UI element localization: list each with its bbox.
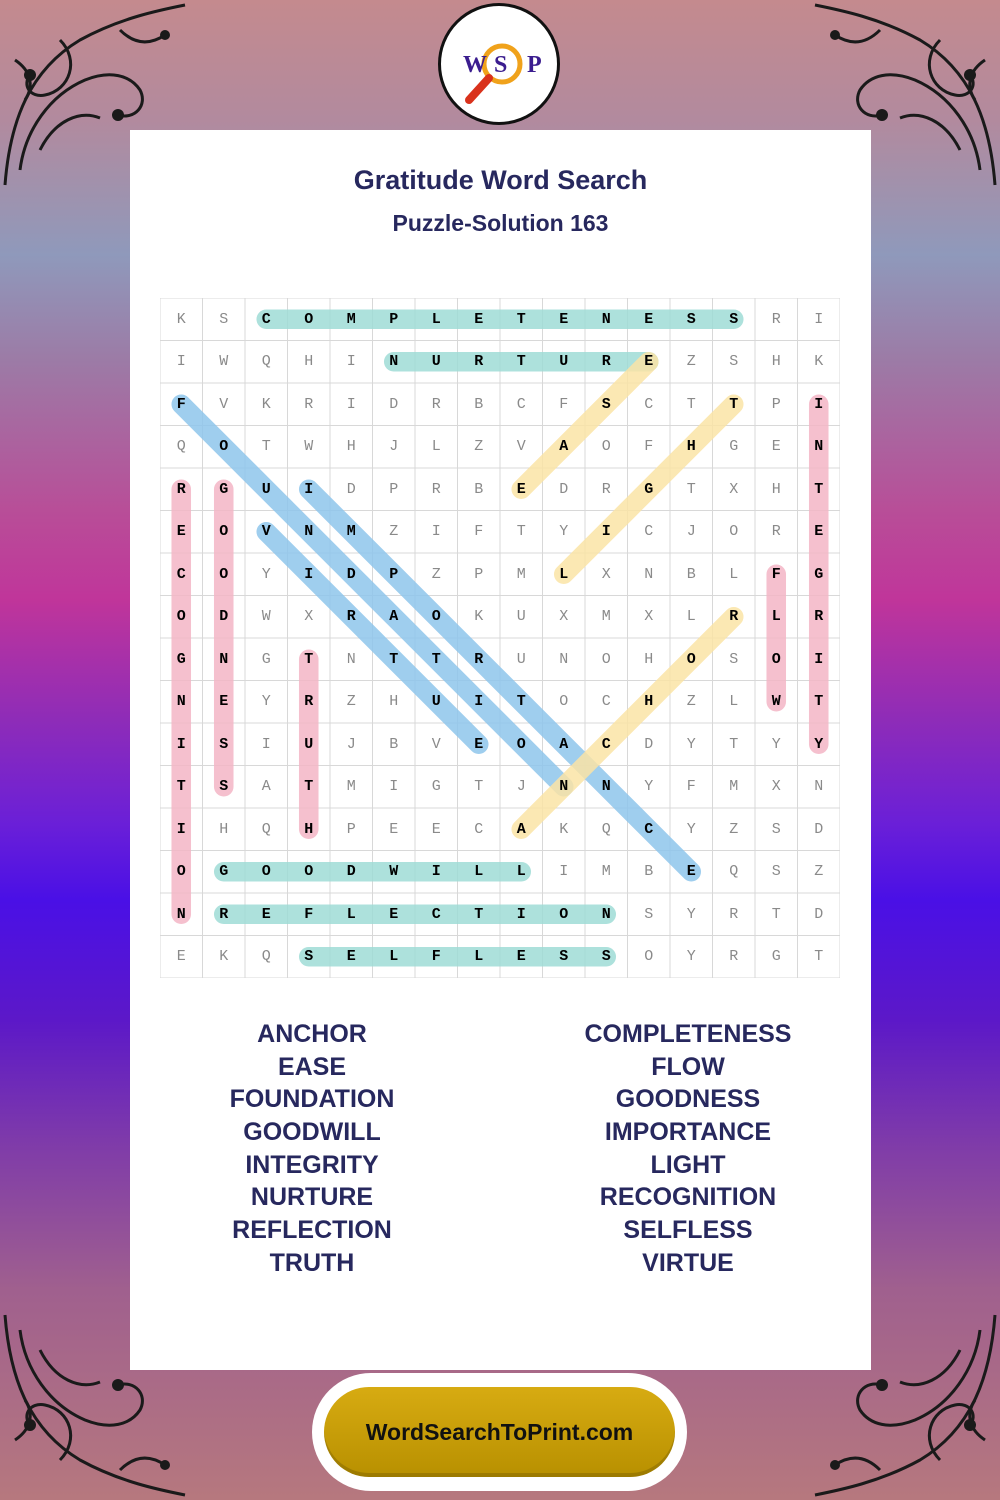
grid-cell: U (304, 735, 314, 753)
grid-cell: E (176, 948, 186, 966)
grid-cell: Z (686, 353, 696, 371)
grid-cell: I (516, 905, 526, 923)
grid-cell: I (304, 480, 314, 498)
grid-cell: X (729, 480, 739, 498)
grid-cell: S (729, 353, 739, 371)
site-logo[interactable] (438, 3, 560, 125)
logo-letter-w: W (463, 52, 487, 78)
grid-cell: H (771, 353, 781, 371)
grid-cell: A (389, 608, 399, 626)
grid-cell: N (601, 905, 611, 923)
word-list-item: EASE (277, 1052, 347, 1081)
grid-cell: I (176, 353, 186, 371)
grid-cell: S (771, 863, 781, 881)
grid-cell: S (644, 905, 654, 923)
grid-cell: F (771, 565, 781, 583)
grid-cell: S (219, 735, 229, 753)
grid-cell: Z (389, 523, 399, 541)
logo-letter-p: P (527, 52, 542, 78)
grid-cell: Y (559, 523, 569, 541)
grid-cell: J (389, 438, 399, 456)
grid-cell: Q (729, 863, 739, 881)
grid-cell: T (389, 650, 399, 668)
page-title: Gratitude Word Search (353, 165, 648, 195)
grid-cell: Y (644, 778, 654, 796)
grid-cell: O (601, 438, 611, 456)
grid-cell: D (559, 480, 569, 498)
grid-cell: U (559, 353, 569, 371)
grid-cell: L (729, 693, 739, 711)
grid-cell: C (431, 905, 441, 923)
word-list-right (538, 1018, 838, 1280)
grid-cell: O (304, 863, 314, 881)
grid-cell: L (474, 863, 484, 881)
grid-cell: X (559, 608, 569, 626)
grid-cell: H (304, 353, 314, 371)
grid-cell: L (431, 438, 441, 456)
word-list-item: RECOGNITION (599, 1183, 777, 1212)
footer-badge (312, 1373, 687, 1491)
grid-cell: G (771, 948, 781, 966)
grid-cell: R (304, 693, 314, 711)
grid-cell: R (474, 353, 484, 371)
grid-cell: W (219, 353, 229, 371)
grid-cell: I (559, 863, 569, 881)
grid-cell: D (389, 395, 399, 413)
grid-cell: R (601, 353, 611, 371)
grid-cell: I (176, 735, 186, 753)
grid-cell: H (771, 480, 781, 498)
grid-cell: T (516, 353, 526, 371)
grid-cell: V (261, 523, 271, 541)
grid-cell: S (219, 310, 229, 328)
grid-cell: E (516, 480, 526, 498)
grid-cell: W (261, 608, 271, 626)
grid-cell: S (304, 948, 314, 966)
grid-cell: O (261, 863, 271, 881)
grid-cell: G (729, 438, 739, 456)
grid-cell: R (601, 480, 611, 498)
grid-cell: I (176, 820, 186, 838)
grid-cell: J (346, 735, 356, 753)
grid-cell: Q (261, 948, 271, 966)
grid-cell: G (261, 650, 271, 668)
grid-cell: T (304, 778, 314, 796)
grid-cell: Z (474, 438, 484, 456)
grid-cell: C (644, 820, 654, 838)
grid-cell: N (176, 693, 186, 711)
grid-cell: O (559, 693, 569, 711)
grid-cell: I (346, 395, 356, 413)
grid-cell: T (261, 438, 271, 456)
grid-cell: N (644, 565, 654, 583)
grid-cell: F (431, 948, 441, 966)
grid-cell: Z (729, 820, 739, 838)
grid-cell: V (431, 735, 441, 753)
grid-cell: E (644, 353, 654, 371)
grid-cell: D (346, 565, 356, 583)
grid-cell: N (219, 650, 229, 668)
word-list-item: REFLECTION (232, 1216, 392, 1245)
grid-cell: O (304, 310, 314, 328)
grid-cell: L (771, 608, 781, 626)
grid-cell: N (559, 778, 569, 796)
grid-cell: G (431, 778, 441, 796)
grid-cell: Q (261, 353, 271, 371)
logo-letter-s: S (494, 52, 508, 78)
grid-cell: E (644, 310, 654, 328)
magnifier-icon (441, 6, 557, 122)
grid-cell: V (219, 395, 229, 413)
grid-cell: W (771, 693, 781, 711)
grid-cell: E (431, 820, 441, 838)
grid-cell: O (176, 863, 186, 881)
grid-cell: L (516, 863, 526, 881)
grid-cell: G (644, 480, 654, 498)
grid-cell: O (729, 523, 739, 541)
grid-cell: P (346, 820, 356, 838)
grid-cell: H (304, 820, 314, 838)
grid-cell: G (814, 565, 824, 583)
grid-cell: L (474, 948, 484, 966)
grid-cell: U (431, 693, 441, 711)
grid-cell: I (601, 523, 611, 541)
grid-cell: E (219, 693, 229, 711)
grid-cell: H (389, 693, 399, 711)
grid-cell: T (516, 310, 526, 328)
grid-cell: C (601, 693, 611, 711)
grid-cell: R (346, 608, 356, 626)
grid-cell: M (346, 523, 356, 541)
grid-cell: Z (686, 693, 696, 711)
grid-cell: N (304, 523, 314, 541)
grid-cell: S (729, 310, 739, 328)
grid-cell: S (771, 820, 781, 838)
grid-cell: I (431, 523, 441, 541)
grid-cell: S (601, 948, 611, 966)
word-list-item: FOUNDATION (229, 1085, 395, 1114)
grid-cell: S (219, 778, 229, 796)
grid-cell: F (644, 438, 654, 456)
grid-cell: U (431, 353, 441, 371)
grid-cell: K (559, 820, 569, 838)
grid-cell: Y (686, 948, 696, 966)
grid-cell: I (261, 735, 271, 753)
grid-cell: Q (176, 438, 186, 456)
grid-cell: Q (261, 820, 271, 838)
grid-cell: L (559, 565, 569, 583)
grid-cell: T (771, 905, 781, 923)
grid-cell: R (431, 480, 441, 498)
grid-cell: C (644, 523, 654, 541)
grid-cell: N (389, 353, 399, 371)
grid-cell: K (219, 948, 229, 966)
grid-cell: N (559, 650, 569, 668)
grid-cell: O (219, 438, 229, 456)
grid-cell: T (474, 778, 484, 796)
grid-cell: H (219, 820, 229, 838)
grid-cell: R (474, 650, 484, 668)
grid-cell: B (389, 735, 399, 753)
grid-cell: S (601, 395, 611, 413)
grid-cell: O (176, 608, 186, 626)
grid-cell: B (474, 480, 484, 498)
grid-cell: Y (686, 905, 696, 923)
grid-cell: R (814, 608, 824, 626)
grid-cell: U (516, 650, 526, 668)
grid-cell: E (559, 310, 569, 328)
grid-cell: R (771, 310, 781, 328)
grid-cell: L (686, 608, 696, 626)
grid-cell: G (219, 480, 229, 498)
grid-cell: E (389, 820, 399, 838)
grid-cell: N (601, 778, 611, 796)
grid-cell: Y (771, 735, 781, 753)
grid-cell: S (559, 948, 569, 966)
grid-cell: K (474, 608, 484, 626)
word-list-item: LIGHT (650, 1150, 726, 1179)
grid-cell: E (474, 735, 484, 753)
word-list-item: ANCHOR (257, 1020, 367, 1048)
grid-cell: Z (814, 863, 824, 881)
word-list-item: IMPORTANCE (604, 1118, 772, 1147)
grid-cell: K (176, 310, 186, 328)
grid-cell: C (601, 735, 611, 753)
grid-cell: P (771, 395, 781, 413)
grid-cell: C (516, 395, 526, 413)
grid-cell: P (474, 565, 484, 583)
grid-cell: L (729, 565, 739, 583)
grid-cell: F (304, 905, 314, 923)
grid-cell: P (389, 310, 399, 328)
grid-cell: T (814, 480, 824, 498)
word-list-item: SELFLESS (623, 1216, 753, 1245)
grid-cell: B (686, 565, 696, 583)
grid-cell: I (814, 650, 824, 668)
grid-cell: D (346, 863, 356, 881)
grid-cell: A (516, 820, 526, 838)
grid-cell: B (474, 395, 484, 413)
grid-cell: N (176, 905, 186, 923)
grid-cell: O (431, 608, 441, 626)
grid-cell: N (346, 650, 356, 668)
grid-cell: T (176, 778, 186, 796)
word-list-left (162, 1018, 462, 1280)
grid-cell: E (389, 905, 399, 923)
grid-cell: W (304, 438, 314, 456)
page-subtitle: Puzzle-Solution 163 (392, 210, 609, 236)
grid-cell: Y (261, 693, 271, 711)
grid-cell: I (389, 778, 399, 796)
grid-cell: Y (261, 565, 271, 583)
grid-cell: R (431, 395, 441, 413)
grid-cell: R (771, 523, 781, 541)
grid-cell: I (814, 310, 824, 328)
grid-cell: T (431, 650, 441, 668)
grid-cell: E (474, 310, 484, 328)
grid-cell: I (304, 565, 314, 583)
grid-cell: M (346, 310, 356, 328)
grid-cell: O (516, 735, 526, 753)
grid-cell: Y (686, 735, 696, 753)
grid-cell: I (814, 395, 824, 413)
grid-cell: T (516, 693, 526, 711)
grid-cell: O (644, 948, 654, 966)
grid-cell: S (686, 310, 696, 328)
grid-cell: X (601, 565, 611, 583)
grid-cell: G (176, 650, 186, 668)
grid-cell: J (686, 523, 696, 541)
grid-cell: K (814, 353, 824, 371)
grid-cell: L (346, 905, 356, 923)
grid-cell: C (644, 395, 654, 413)
grid-cell: N (601, 310, 611, 328)
word-list-item: TRUTH (269, 1248, 355, 1277)
word-list-item: GOODNESS (615, 1085, 761, 1114)
grid-cell: R (729, 608, 739, 626)
grid-cell: C (176, 565, 186, 583)
grid-cell: A (559, 438, 569, 456)
grid-cell: D (814, 820, 824, 838)
grid-cell: M (516, 565, 526, 583)
grid-cell: P (389, 565, 399, 583)
grid-cell: E (686, 863, 696, 881)
grid-cell: O (771, 650, 781, 668)
grid-cell: T (729, 735, 739, 753)
grid-cell: X (644, 608, 654, 626)
grid-cell: D (219, 608, 229, 626)
grid-cell: P (389, 480, 399, 498)
grid-cell: T (814, 948, 824, 966)
word-list-item: COMPLETENESS (584, 1020, 792, 1048)
word-list-item: FLOW (651, 1052, 725, 1081)
grid-cell: F (559, 395, 569, 413)
grid-cell: T (304, 650, 314, 668)
grid-cell: Q (601, 820, 611, 838)
site-link-button[interactable] (324, 1387, 675, 1477)
grid-cell: K (261, 395, 271, 413)
grid-cell: T (686, 395, 696, 413)
grid-cell: D (346, 480, 356, 498)
word-list-item: VIRTUE (642, 1248, 734, 1277)
word-list-item: INTEGRITY (245, 1150, 379, 1179)
grid-cell: E (516, 948, 526, 966)
grid-cell: H (686, 438, 696, 456)
grid-cell: I (474, 693, 484, 711)
grid-cell: F (686, 778, 696, 796)
grid-cell: J (516, 778, 526, 796)
grid-cell: U (261, 480, 271, 498)
grid-cell: O (219, 523, 229, 541)
grid-cell: E (771, 438, 781, 456)
site-link-text: WordSearchToPrint.com (365, 1418, 634, 1445)
grid-cell: N (814, 438, 824, 456)
grid-cell: O (559, 905, 569, 923)
grid-cell: M (729, 778, 739, 796)
grid-cell: E (261, 905, 271, 923)
grid-cell: H (644, 650, 654, 668)
grid-cell: E (814, 523, 824, 541)
grid-cell: C (261, 310, 271, 328)
grid-cell: O (219, 565, 229, 583)
grid-cell: T (814, 693, 824, 711)
grid-cell: Y (686, 820, 696, 838)
puzzle-panel (130, 130, 871, 1370)
grid-cell: O (686, 650, 696, 668)
grid-cell: T (729, 395, 739, 413)
word-list-item: GOODWILL (243, 1118, 381, 1147)
grid-cell: A (559, 735, 569, 753)
grid-cell: L (389, 948, 399, 966)
grid-cell: D (814, 905, 824, 923)
grid-cell: R (729, 948, 739, 966)
grid-cell: H (644, 693, 654, 711)
grid-cell: H (346, 438, 356, 456)
grid-cell: A (261, 778, 271, 796)
grid-cell: F (176, 395, 186, 413)
grid-cell: M (601, 863, 611, 881)
grid-cell: M (346, 778, 356, 796)
grid-cell: B (644, 863, 654, 881)
grid-cell: N (814, 778, 824, 796)
grid-cell: X (304, 608, 314, 626)
grid-cell: T (686, 480, 696, 498)
grid-cell: T (474, 905, 484, 923)
grid-cell: X (771, 778, 781, 796)
letter-grid (160, 298, 840, 978)
grid-cell: R (219, 905, 229, 923)
grid-cell: E (176, 523, 186, 541)
grid-cell: G (219, 863, 229, 881)
grid-cell: I (431, 863, 441, 881)
grid-cell: M (601, 608, 611, 626)
grid-cell: U (516, 608, 526, 626)
grid-cell: D (644, 735, 654, 753)
grid-cell: Y (814, 735, 824, 753)
grid-cell: L (431, 310, 441, 328)
grid-cell: R (176, 480, 186, 498)
grid-cell: E (346, 948, 356, 966)
grid-cell: W (389, 863, 399, 881)
grid-cell: R (304, 395, 314, 413)
grid-cell: I (346, 353, 356, 371)
grid-cell: Z (431, 565, 441, 583)
grid-cell: R (729, 905, 739, 923)
grid-cell: Z (346, 693, 356, 711)
word-search-grid (160, 298, 840, 978)
grid-cell: F (474, 523, 484, 541)
word-list-item: NURTURE (250, 1183, 374, 1212)
grid-cell: O (601, 650, 611, 668)
grid-cell: V (516, 438, 526, 456)
grid-cell: S (729, 650, 739, 668)
grid-cell: C (474, 820, 484, 838)
grid-cell: T (516, 523, 526, 541)
